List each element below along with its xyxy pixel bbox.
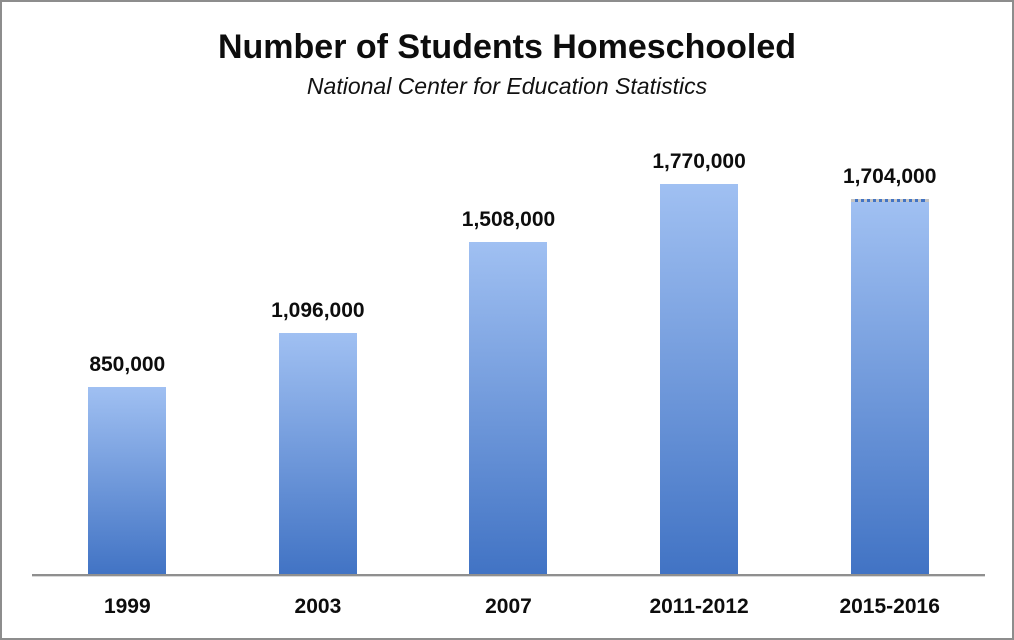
bar-group-2015-2016 bbox=[794, 165, 985, 575]
plot-area bbox=[32, 150, 985, 575]
chart-title: Number of Students Homeschooled bbox=[217, 28, 797, 66]
x-axis-tick-label: 2003 bbox=[294, 595, 342, 618]
x-axis-tick-labels bbox=[32, 594, 985, 620]
bar-1999 bbox=[88, 387, 166, 575]
bar-value-label: 1,704,000 bbox=[842, 164, 937, 188]
bar-2007 bbox=[469, 242, 547, 575]
bar-2003 bbox=[279, 333, 357, 575]
bar-group-2003 bbox=[223, 299, 414, 575]
bar-2011-2012 bbox=[660, 184, 738, 575]
bar-group-1999 bbox=[32, 353, 223, 575]
chart-subtitle: National Center for Education Statistics bbox=[306, 73, 708, 100]
x-axis-tick-label: 2011-2012 bbox=[649, 595, 749, 618]
bar-value-label: 1,770,000 bbox=[652, 149, 746, 173]
x-axis-tick-label: 1999 bbox=[103, 595, 151, 618]
bar-2015-2016 bbox=[851, 199, 929, 575]
x-axis-tick-label: 2007 bbox=[485, 595, 532, 618]
x-axis-tick-label: 2015-2016 bbox=[839, 595, 940, 618]
bar-group-2011-2012 bbox=[604, 150, 795, 575]
bar-value-label: 1,508,000 bbox=[461, 207, 556, 231]
bar-value-label: 850,000 bbox=[89, 353, 166, 377]
x-axis-line bbox=[32, 574, 985, 577]
bar-value-label: 1,096,000 bbox=[271, 298, 365, 322]
bar-group-2007 bbox=[413, 208, 604, 575]
